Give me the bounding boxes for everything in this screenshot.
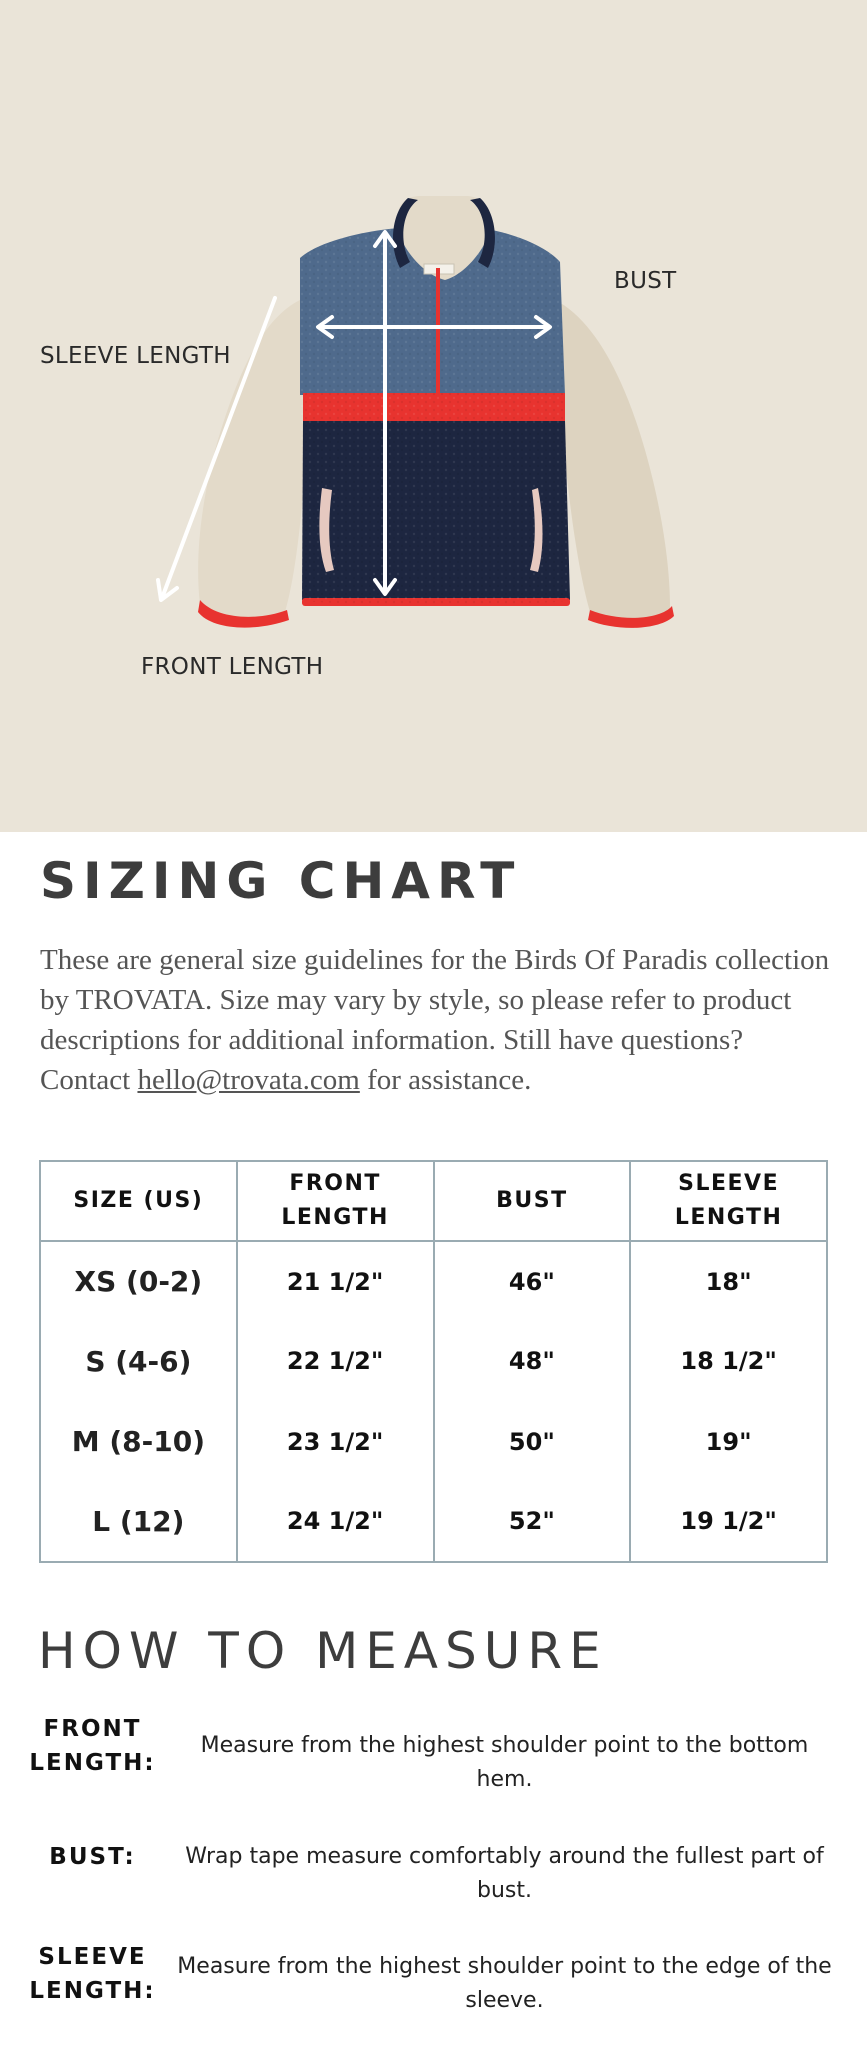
header-size: SIZE (US) (40, 1161, 237, 1241)
sleeve-length-cell: 19" (630, 1402, 827, 1482)
measure-definition: Measure from the highest shoulder point to the bottom hem. (200, 1733, 809, 1792)
measure-definition: Wrap tape measure comfortably around the fullest part of bust. (185, 1844, 824, 1903)
intro-text: These are general size guidelines for the Birds Of Paradis collection by TROVATA. Size may vary by style, so please refer to product descriptions for additional information. Still have questions? Contact (40, 944, 830, 1096)
measure-term: SLEEVE LENGTH: (29, 1944, 156, 2004)
product-measurement-image (0, 0, 867, 832)
size-cell: M (8-10) (40, 1402, 237, 1482)
table-header-row (40, 1161, 827, 1241)
header-sleeve-length: SLEEVE LENGTH (630, 1161, 827, 1241)
sleeve-length-cell: 19 1/2" (630, 1482, 827, 1562)
bust-cell: 52" (434, 1482, 631, 1562)
front-length-cell: 23 1/2" (237, 1402, 434, 1482)
sleeve-length-label: SLEEVE LENGTH (40, 343, 231, 369)
front-length-cell: 21 1/2" (237, 1241, 434, 1321)
contact-email-link[interactable]: hello@trovata.com (137, 1064, 360, 1096)
fleece-jacket-illustration (0, 0, 867, 832)
size-cell: S (4-6) (40, 1321, 237, 1401)
size-cell: L (12) (40, 1482, 237, 1562)
header-bust: BUST (434, 1161, 631, 1241)
sleeve-length-cell: 18" (630, 1241, 827, 1321)
table-row (40, 1402, 827, 1482)
bust-label: BUST (614, 268, 677, 294)
size-table (39, 1160, 828, 1563)
sizing-intro (40, 940, 840, 1100)
front-length-label: FRONT LENGTH (141, 654, 324, 680)
sleeve-length-cell: 18 1/2" (630, 1321, 827, 1401)
measure-term: BUST: (49, 1844, 136, 1870)
how-to-measure-title: HOW TO MEASURE (38, 1622, 608, 1680)
size-cell: XS (0-2) (40, 1241, 237, 1321)
table-row (40, 1241, 827, 1321)
front-length-cell: 22 1/2" (237, 1321, 434, 1401)
measure-definition: Measure from the highest shoulder point to the edge of the sleeve. (177, 1954, 832, 2013)
bust-cell: 46" (434, 1241, 631, 1321)
intro-suffix: for assistance. (359, 1064, 532, 1096)
table-row (40, 1482, 827, 1562)
front-length-cell: 24 1/2" (237, 1482, 434, 1562)
bust-cell: 48" (434, 1321, 631, 1401)
sizing-chart-title: SIZING CHART (40, 852, 522, 910)
bust-cell: 50" (434, 1402, 631, 1482)
measure-term: FRONT LENGTH: (29, 1716, 156, 1776)
table-row (40, 1321, 827, 1401)
header-front-length: FRONT LENGTH (237, 1161, 434, 1241)
